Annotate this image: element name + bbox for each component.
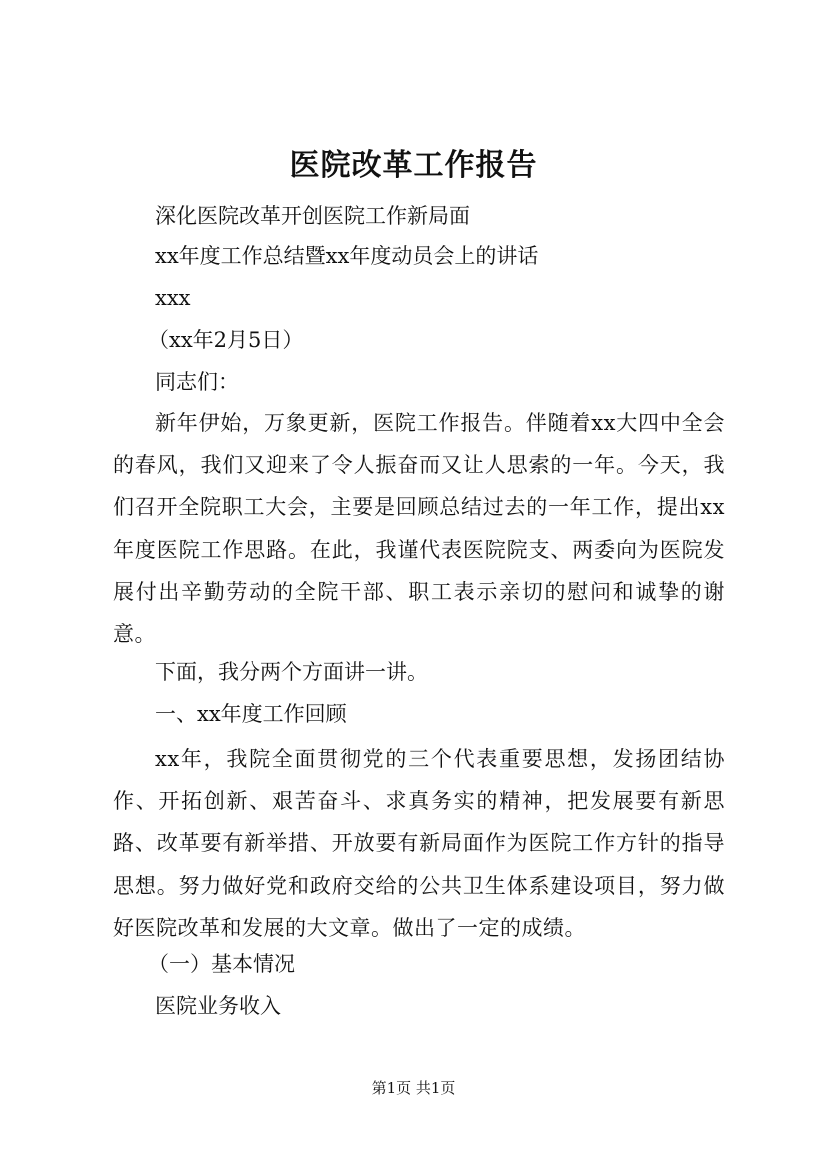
speech-title: xx年度工作总结暨xx年度动员会上的讲话 bbox=[155, 244, 539, 268]
paragraph-review: xx年，我院全面贯彻党的三个代表重要思想，发扬团结协作、开拓创新、艰苦奋斗、求真务实的精神，把发展要有新思路、改革要有新举措、开放要有新局面作为医院工作方针的指导思想。努力做好党和政府交给的公共卫生体系建设项目，努力做好医院改革和发展的大文章。做出了一定的成绩。 bbox=[113, 747, 725, 940]
page-footer: 第1页 共1页 bbox=[371, 1079, 456, 1097]
document-title: 医院改革工作报告 bbox=[289, 148, 538, 183]
subsection-heading: （一）基本情况 bbox=[148, 952, 295, 976]
paragraph-opening: 新年伊始，万象更新，医院工作报告。伴随着xx大四中全会的春风，我们又迎来了令人振奋而又让人思索的一年。今天，我们召开全院职工大会，主要是回顾总结过去的一年工作，提出xx年度医院工作思路。在此，我谨代表医院院支、两委向为医院发展付出辛勤劳动的全院干部、职工表示亲切的慰问和诚挚的谢意。 bbox=[113, 411, 725, 647]
paragraph-item: 医院业务收入 bbox=[155, 994, 281, 1018]
section-heading: 一、xx年度工作回顾 bbox=[155, 702, 347, 726]
speaker-name: xxx bbox=[155, 286, 191, 310]
subtitle: 深化医院改革开创医院工作新局面 bbox=[155, 204, 470, 228]
paragraph-outline: 下面，我分两个方面讲一讲。 bbox=[155, 660, 428, 684]
greeting: 同志们： bbox=[155, 370, 239, 394]
speech-date: （xx年2月5日） bbox=[148, 328, 304, 352]
